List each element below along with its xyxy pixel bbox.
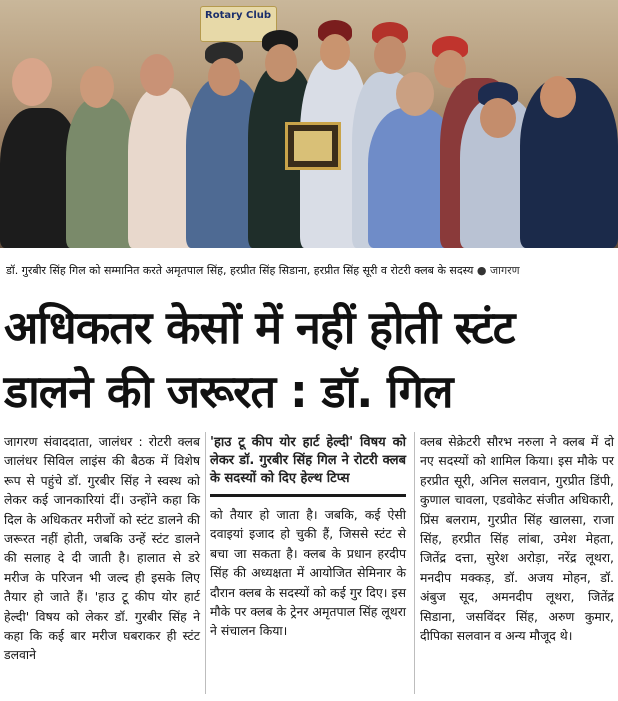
photo-caption — [6, 264, 612, 278]
person-head — [540, 76, 576, 118]
column-divider — [205, 432, 206, 694]
person-head — [374, 36, 406, 74]
article-column-3 — [420, 432, 614, 645]
headline-line-2: डालने की जरूरत : डॉ. गिल — [4, 365, 453, 418]
caption-text: डॉ. गुरबीर सिंह गिल को सम्मानित करते अमृतपाल सिंह, हरप्रीत सिंह सिडाना, हरप्रीत सिंह सूरी व रोटरी क्लब के सदस्य — [6, 264, 474, 277]
pull-quote: 'हाउ टू कीप योर हार्ट हेल्दी' विषय को लेकर डॉ. गुरबीर सिंह गिल ने रोटरी क्लब के सदस्यों को दिए हेल्थ टिप्स — [210, 432, 406, 497]
person-head — [320, 34, 350, 70]
article-text: जागरण संवाददाता, जालंधर : रोटरी क्लब जालंधर सिविल लाइंस की बैठक में विशेष रूप से पहुंचे डॉ. गुरबीर सिंह ने स्वस्थ को लेकर कई जानकारियां दीं। उन्होंने कहा कि दिल के अधिकतर मरीजों को स्टंट डालने की जरूरत नहीं होती, जबकि उन्हें स्टंट डालने की सलाह दे दी जाती है। हालात से डरे मरीज के परिजन भी जल्द ही इसके लिए तैयार हो जाते हैं। 'हाउ टू कीप योर हार्ट हेल्दी' विषय को लेकर डॉ. गुरबीर सिंह ने कहा कि कई बार मरीज घबराकर ही स्टंट डलवाने — [4, 434, 200, 663]
person-head — [208, 58, 240, 96]
person-figure — [66, 98, 136, 248]
headline-line-1: अधिकतर केसों में नहीं होती स्टंट — [4, 301, 515, 354]
person-head — [434, 50, 466, 88]
article-text: को तैयार हो जाता है। जबकि, कई ऐसी दवाइयां इजाद हो चुकी हैं, जिससे स्टंट से बचा जा सकता है। क्लब के प्रधान हरदीप सिंह की अध्यक्षता में आयोजित सेमिनार के दौरान क्लब के सदस्यों को कई गुर दिए। इस मौके पर क्लब के ट्रेनर अमृतपाल सिंह लूथरा ने संचालन किया। — [210, 507, 406, 639]
headline — [4, 296, 614, 424]
person-head — [12, 58, 52, 106]
article-column-1 — [4, 432, 200, 665]
person-head — [265, 44, 297, 82]
person-head — [80, 66, 114, 108]
award-plaque — [285, 122, 341, 170]
person-head — [396, 72, 434, 116]
person-head — [480, 98, 516, 138]
rotary-banner: Rotary Club — [200, 6, 277, 42]
article-text: क्लब सेक्रेटरी सौरभ नरुला ने क्लब में दो नए सदस्यों को शामिल किया। इस मौके पर हरप्रीत सूरी, अनिल सलवान, गुरप्रीत डिंपी, कुणाल चावला, एडवोकेट संजीत अधिकारी, प्रिंस बलराम, गुरप्रीत सिंह खालसा, राजा सिंह, हरप्रीत सिंह लांबा, उमेश मेहता, जितेंद्र दत्ता, सुरेश अरोड़ा, नरेंद्र लूथरा, मनदीप मक्कड़, डॉ. अजय मोहन, डॉ. अंबुज सूद, अमनदीप लूथरा, जितेंद्र सिडाना, जसविंदर सिंह, अरुण कुमार, दीपिका सलवान व अन्य मौजूद थे। — [420, 434, 614, 644]
article-column-2 — [210, 432, 406, 641]
caption-source: ● जागरण — [476, 264, 520, 277]
group-photo — [0, 0, 618, 248]
person-head — [140, 54, 174, 96]
column-divider — [414, 432, 415, 694]
